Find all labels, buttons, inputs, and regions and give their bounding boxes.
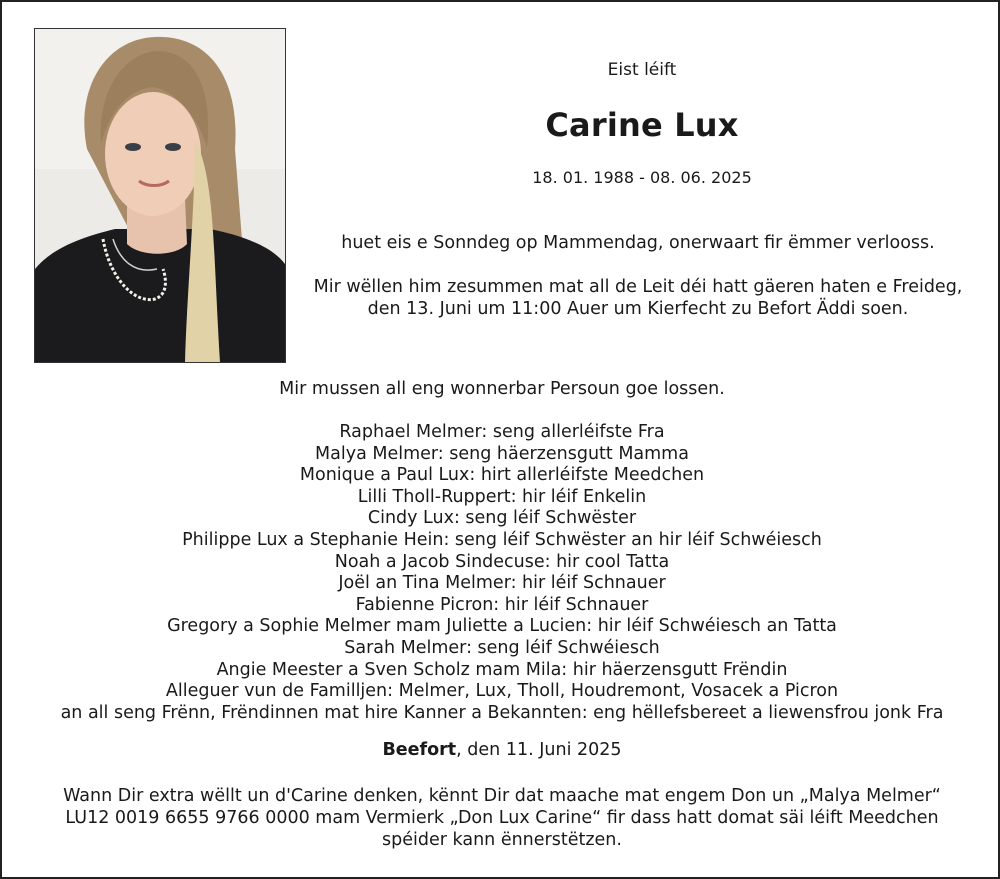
mourner-line: Gregory a Sophie Melmer mam Juliette a Lucien: hir léif Schwéiesch an Tatta xyxy=(167,616,837,637)
deceased-name: Carine Lux xyxy=(545,106,739,144)
mourner-line: Philippe Lux a Stephanie Hein: seng léif Schwëster an hir léif Schwéiesch xyxy=(182,529,822,550)
mourner-line: Raphael Melmer: seng allerléifste Fra xyxy=(339,422,665,442)
mourners-list xyxy=(2,422,1000,724)
mourner-line: Noah a Jacob Sindecuse: hir cool Tatta xyxy=(334,551,670,572)
place-date: , den 11. Juni 2025 xyxy=(456,740,622,760)
passing-announcement: huet eis e Sonndeg op Mammendag, onerwaart fir ëmmer verlooss. xyxy=(341,233,935,253)
donation-note: Wann Dir extra wëllt un d'Carine denken, kënnt Dir dat maache mat engem Don un „Malya Melmer“ LU12 0019 6655 9766 0000 mam Vermierk „Don Lux Carine“ fir dass hatt domat säi léift Meedchen spéider kann ënnerstëtzen. xyxy=(63,786,941,850)
mourner-line: Monique a Paul Lux: hirt allerléifste Meedchen xyxy=(299,465,705,486)
place-name: Beefort xyxy=(382,740,457,760)
farewell-lead: Mir mussen all eng wonnerbar Persoun goe lossen. xyxy=(279,379,725,399)
portrait-photo xyxy=(34,28,286,363)
mourner-line: Alleguer vun de Familljen: Melmer, Lux, Tholl, Houdremont, Vosacek a Picron xyxy=(165,681,839,702)
mourner-line: an all seng Frënn, Frëndinnen mat hire Kanner a Bekannten: eng hëllefsbereet a liewensfrou jonk Fra xyxy=(60,702,944,723)
intro-text: Eist léift xyxy=(607,60,677,80)
place-date-line xyxy=(2,740,1000,760)
funeral-details: Mir wëllen him zesummen mat all de Leit déi hatt gäeren haten e Freideg, den 13. Juni um 11:00 Auer um Kierfecht zu Befort Äddi soen. xyxy=(313,277,963,319)
mourner-line: Cindy Lux: seng léif Schwëster xyxy=(367,508,637,529)
mourner-line: Malya Melmer: seng häerzensgutt Mamma xyxy=(315,443,689,464)
life-dates: 18. 01. 1988 - 08. 06. 2025 xyxy=(532,168,752,187)
mourner-line: Fabienne Picron: hir léif Schnauer xyxy=(355,594,649,615)
mourner-line: Angie Meester a Sven Scholz mam Mila: hir häerzensgutt Frëndin xyxy=(216,659,788,680)
mourner-line: Lilli Tholl-Ruppert: hir léif Enkelin xyxy=(357,486,647,507)
mourner-line: Sarah Melmer: seng léif Schwéiesch xyxy=(344,637,660,658)
mourner-line: Joël an Tina Melmer: hir léif Schnauer xyxy=(338,573,666,594)
